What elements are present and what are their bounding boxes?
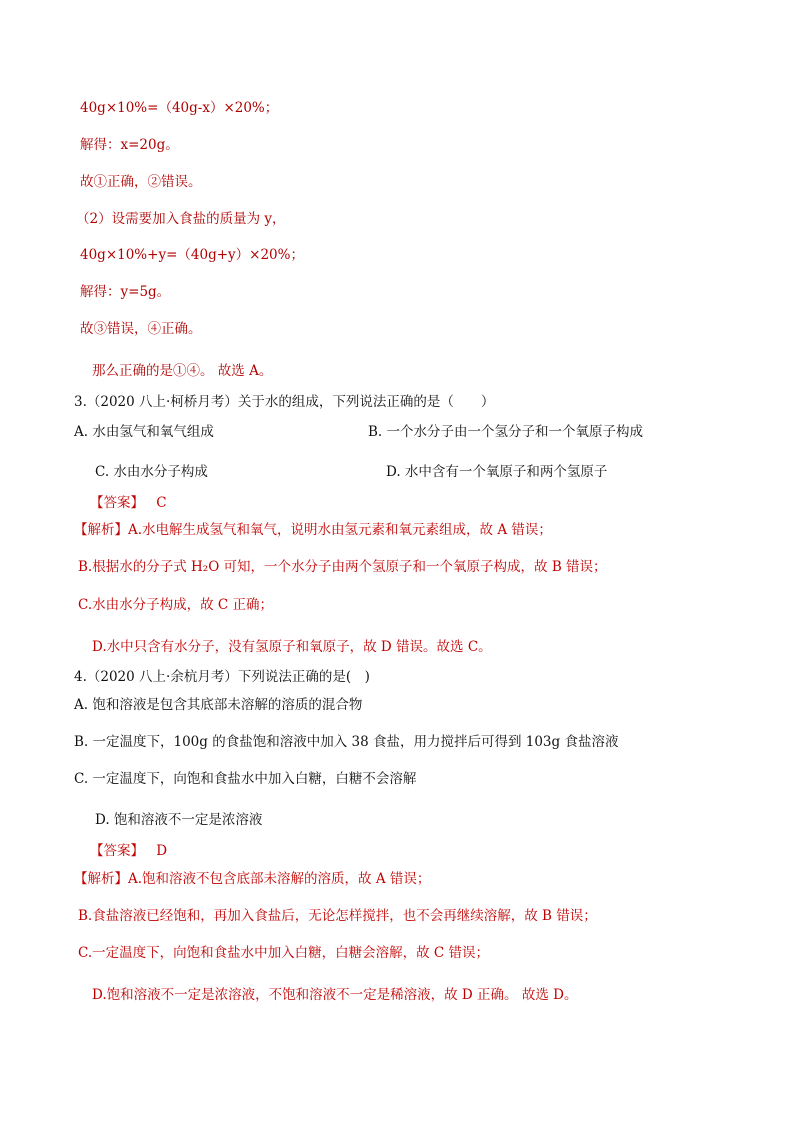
q3-answer-value: C — [156, 495, 167, 511]
q3-analysis-4: D.水中只含有水分子，没有氢原子和氧原子，故 D 错误。故选 C。 — [92, 639, 492, 655]
q3-option-b: B. 一个水分子由一个氢分子和一个氧原子构成 — [368, 424, 644, 440]
solution-line-3: 故①正确，②错误。 — [80, 174, 202, 190]
q4-analysis-1: 【解析】A.饱和溶液不包含底部未溶解的溶质，故 A 错误； — [74, 871, 431, 887]
q3-option-c: C. 水由水分子构成 — [95, 464, 208, 480]
q3-option-a: A. 水由氢气和氧气组成 — [74, 424, 214, 440]
q4-analysis-3: C.一定温度下，向饱和食盐水中加入白糖，白糖会溶解，故 C 错误； — [78, 945, 490, 961]
q3-answer-label: 【答案】 — [90, 495, 144, 511]
solution-line-7: 故③错误，④正确。 — [80, 321, 202, 337]
q3-analysis-2: B.根据水的分子式 H₂O 可知，一个水分子由两个氢原子和一个氧原子构成，故 B 错误； — [78, 559, 607, 575]
q4-analysis-2: B.食盐溶液已经饱和，再加入食盐后，无论怎样搅拌，也不会再继续溶解，故 B 错误； — [78, 908, 597, 924]
q3-option-d: D. 水中含有一个氧原子和两个氢原子 — [386, 464, 608, 480]
q4-analysis-4: D.饱和溶液不一定是浓溶液，不饱和溶液不一定是稀溶液，故 D 正确。 故选 D。 — [92, 987, 578, 1003]
q3-answer — [90, 494, 167, 512]
solution-line-5: 40g×10%+y=（40g+y）×20%； — [80, 247, 304, 263]
q4-answer-label: 【答案】 — [90, 843, 144, 859]
q4-answer-value: D — [156, 843, 168, 859]
solution-line-4: （2）设需要加入食盐的质量为 y， — [76, 211, 286, 227]
q4-answer — [90, 842, 167, 860]
q3-stem: 3.（2020 八上·柯桥月考）关于水的组成，下列说法正确的是（ ） — [74, 394, 495, 410]
q4-option-b: B. 一定温度下，100g 的食盐饱和溶液中加入 38 食盐，用力搅拌后可得到 103g 食盐溶液 — [74, 734, 619, 750]
q4-stem: 4.（2020 八上·余杭月考）下列说法正确的是( ) — [74, 669, 370, 685]
solution-line-6: 解得：y=5g。 — [80, 284, 171, 300]
q4-option-d: D. 饱和溶液不一定是浓溶液 — [95, 812, 263, 828]
q4-option-a: A. 饱和溶液是包含其底部未溶解的溶质的混合物 — [74, 697, 363, 713]
q3-analysis-3: C.水由水分子构成，故 C 正确； — [78, 597, 274, 613]
solution-line-2: 解得：x=20g。 — [80, 137, 179, 153]
solution-conclusion: 那么正确的是①④。 故选 A。 — [92, 363, 273, 379]
q4-option-c: C. 一定温度下，向饱和食盐水中加入白糖，白糖不会溶解 — [74, 771, 417, 787]
solution-line-1: 40g×10%=（40g-x）×20%； — [80, 100, 279, 116]
q3-analysis-1: 【解析】A.水电解生成氢气和氧气，说明水由氢元素和氧元素组成，故 A 错误； — [74, 522, 552, 538]
